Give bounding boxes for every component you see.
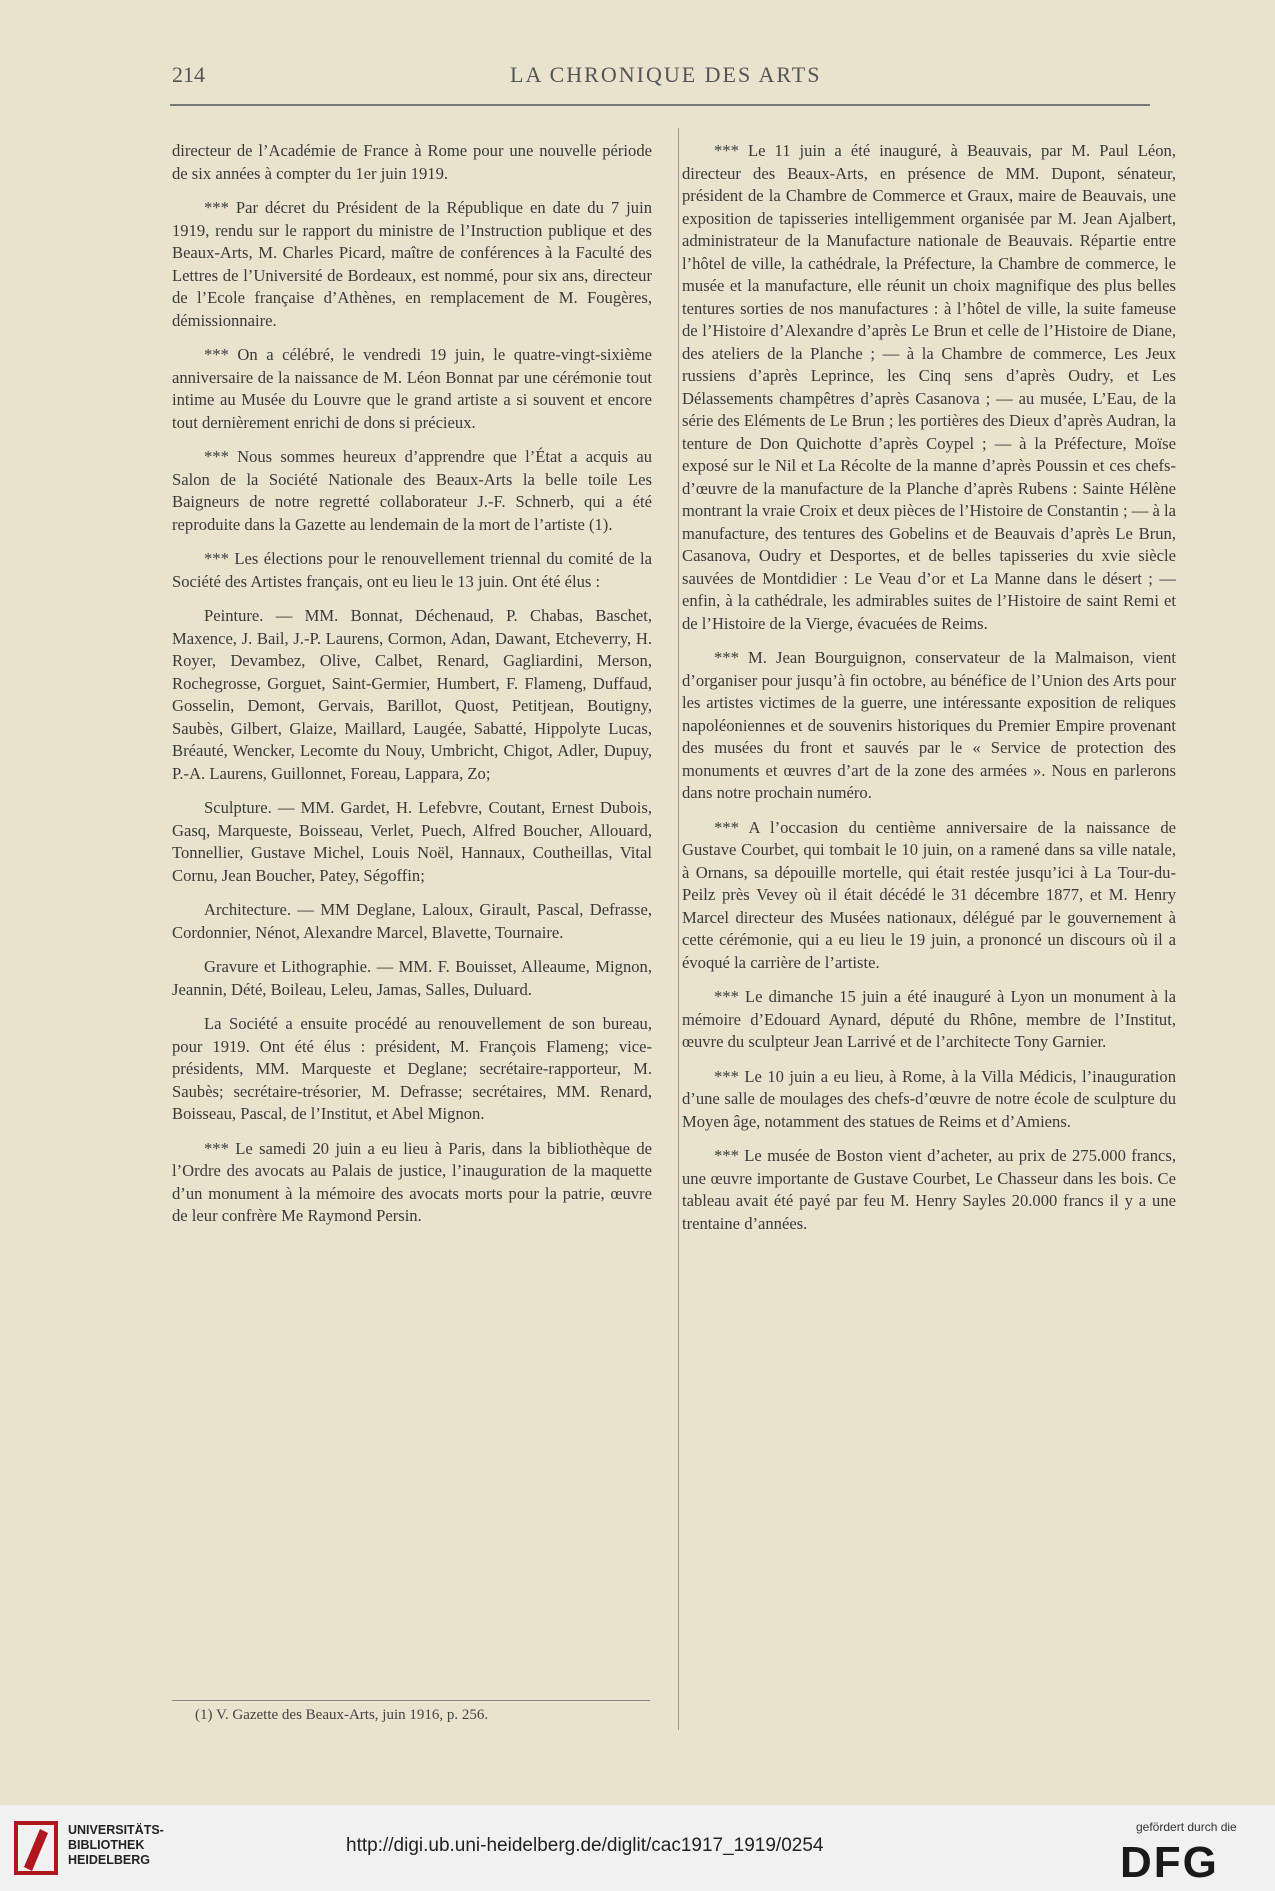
permalink-url[interactable]: http://digi.ub.uni-heidelberg.de/diglit/cac1917_1919/0254 — [346, 1835, 824, 1856]
library-line: UNIVERSITÄTS- — [68, 1823, 164, 1837]
paragraph: *** Le musée de Boston vient d’acheter, au prix de 275.000 francs, une œuvre importante de Gustave Courbet, Le Chasseur dans les bois. Ce tableau avait été payé par feu M. Henry Sayles 20.000 francs il y a une trentaine d’années. — [682, 1146, 1176, 1233]
paragraph: *** Nous sommes heureux d’apprendre que l’État a acquis au Salon de la Société Nationale des Beaux-Arts la belle toile Les Baigneurs de notre regretté collaborateur J.-F. Schnerb, qui a été reproduite dans la Gazette au lendemain de la mort de l’artiste (1). — [172, 447, 652, 534]
footnote: (1) V. Gazette des Beaux-Arts, juin 1916, p. 256. — [195, 1707, 489, 1723]
paragraph: *** Le 11 juin a été inauguré, à Beauvais, par M. Paul Léon, directeur des Beaux-Arts, en présence de MM. Dupont, sénateur, président de la Chambre de Commerce et Graux, maire de Beauvais, une exposition de tapisseries intelligemment organisée par M. Jean Ajalbert, administrateur de la Manufacture nationale de Beauvais. Répartie entre l’hôtel de ville, la cathédrale, la Préfecture, la Chambre de commerce, le musée et la manufacture, elle réunit un choix magnifique des plus belles tentures sorties de nos manufactures : à l’hôtel de ville, la suite fameuse de l’Histoire d’Alexandre d’après Le Brun et celle de l’Histoire de Diane, des ateliers de la Planche ; — à la Chambre de commerce, Les Jeux russiens d’après Leprince, les Cinq sens d’après Oudry, et Les Délassements champêtres d’après Casanova ; — au musée, L’Eau, de la série des Eléments de Le Brun ; les portières des Dieux d’après Audran, la tenture de Don Quichotte d’après Coypel ; — à la Préfecture, Moïse exposé sur le Nil et La Récolte de la manne d’après Poussin et ces chefs-d’œuvre de la manufacture de la Planche d’après Rubens : Sainte Hélène montrant la vraie Croix et deux pièces de l’Histoire de Constantin ; — à la manufacture, des tentures des Gobelins et de Beauvais d’après Le Brun, Casanova, Oudry et Desportes, et de belles tapisseries du xvie siècle sauvées de Montdidier : Le Veau d’or et La Manne dans le désert ; — enfin, à la cathédrale, les admirables suites de l’Histoire de saint Remi et de l’Histoire de la Vierge, évacuées de Reims. — [682, 141, 1176, 633]
university-library-logo-icon — [14, 1819, 58, 1877]
paragraph: *** Le 10 juin a eu lieu, à Rome, à la Villa Médicis, l’inauguration d’une salle de moulages des chefs-d’œuvre de notre école de sculpture du Moyen âge, notamment des statues de Reims et d’Amiens. — [682, 1066, 1176, 1131]
right-column — [682, 140, 1176, 1247]
header-rule — [170, 104, 1150, 106]
paragraph: *** Le dimanche 15 juin a été inauguré à Lyon un monument à la mémoire d’Edouard Aynard, député du Rhône, membre de l’Institut, œuvre du sculpteur Jean Larrivé et de l’architecte Tony Garnier. — [682, 987, 1176, 1051]
library-name — [68, 1823, 164, 1868]
paragraph: *** Par décret du Président de la République en date du 7 juin 1919, rendu sur le rapport du ministre de l’Instruction publique et des Beaux-Arts, M. Charles Picard, maître de conférences à la Faculté des Lettres de l’Université de Bordeaux, est nommé, pour six ans, directeur de l’Ecole française d’Athènes, en remplacement de M. Fougères, démissionnaire. — [172, 198, 652, 330]
viewer-footer — [0, 1805, 1275, 1891]
paragraph: *** Les élections pour le renouvellement triennal du comité de la Société des Artistes français, ont eu lieu le 13 juin. Ont été élus : — [172, 549, 652, 591]
paragraph: Sculpture. — MM. Gardet, H. Lefebvre, Coutant, Ernest Dubois, Gasq, Marqueste, Boisseau, Verlet, Puech, Alfred Boucher, Allouard, Tonnellier, Gustave Michel, Louis Noël, Hannaux, Coutheillas, Vital Cornu, Jean Boucher, Patey, Ségoffin; — [172, 798, 652, 885]
paragraph: Gravure et Lithographie. — MM. F. Bouisset, Alleaume, Mignon, Jeannin, Dété, Boileau, Leleu, Jamas, Salles, Duluard. — [172, 957, 652, 999]
dfg-logo: DFG — [1120, 1838, 1219, 1887]
paragraph: *** On a célébré, le vendredi 19 juin, le quatre-vingt-sixième anniversaire de la naissance de M. Léon Bonnat par une cérémonie tout intime au Musée du Louvre que le grand artiste a si souvent et encore tout dernièrement enrichi de dons si précieux. — [172, 345, 652, 432]
paragraph: La Société a ensuite procédé au renouvellement de son bureau, pour 1919. Ont été élus : président, M. François Flameng; vice-présidents, MM. Marqueste et Deglane; secrétaire-rapporteur, M. Saubès; secrétaire-trésorier, M. Defrasse; secrétaires, MM. Renard, Boisseau, Pascal, de l’Institut, et Abel Mignon. — [172, 1014, 652, 1123]
paragraph: directeur de l’Académie de France à Rome pour une nouvelle période de six années à compter du 1er juin 1919. — [172, 141, 652, 183]
paragraph: *** Le samedi 20 juin a eu lieu à Paris, dans la bibliothèque de l’Ordre des avocats au Palais de justice, l’inauguration de la maquette d’un monument à la mémoire des avocats morts pour la patrie, œuvre de leur confrère Me Raymond Persin. — [172, 1138, 652, 1225]
left-column — [172, 140, 652, 1240]
funded-by-label: gefördert durch die — [1136, 1820, 1237, 1834]
column-divider — [678, 128, 679, 1730]
paragraph: Peinture. — MM. Bonnat, Déchenaud, P. Chabas, Baschet, Maxence, J. Bail, J.-P. Laurens, Cormon, Adan, Dawant, Etcheverry, H. Royer, Devambez, Olive, Calbet, Renard, Gagliardini, Merson, Rochegrosse, Gorguet, Saint-Germier, Humbert, F. Flameng, Duffaud, Gosselin, Demont, Gervais, Barillot, Quost, Petitjean, Boutigny, Saubès, Gilbert, Glaize, Maillard, Laugée, Sabatté, Hippolyte Lucas, Bréauté, Wencker, Lecomte du Nouy, Umbricht, Chigot, Adler, Dupuy, P.-A. Laurens, Guillonnet, Foreau, Lappara, Zo; — [172, 606, 652, 783]
paragraph: Architecture. — MM Deglane, Laloux, Girault, Pascal, Defrasse, Cordonnier, Nénot, Alexandre Marcel, Blavette, Tournaire. — [172, 900, 652, 942]
journal-title: LA CHRONIQUE DES ARTS — [510, 62, 822, 87]
page-number: 214 — [172, 62, 205, 87]
library-line: HEIDELBERG — [68, 1853, 150, 1867]
paragraph: *** M. Jean Bourguignon, conservateur de la Malmaison, vient d’organiser pour jusqu’à fin octobre, au bénéfice de l’Union des Arts pour les artistes victimes de la guerre, une intéressante exposition de reliques napoléoniennes et de souvenirs historiques du Premier Empire provenant des musées du front et sauvés par le « Service de protection des monuments et œuvres d’art de la zone des armées ». Nous en parlerons dans notre prochain numéro. — [682, 648, 1176, 802]
footnote-rule — [172, 1700, 650, 1701]
library-line: BIBLIOTHEK — [68, 1838, 145, 1852]
paragraph: *** A l’occasion du centième anniversaire de la naissance de Gustave Courbet, qui tombait le 10 juin, on a ramené dans sa ville natale, à Ornans, sa dépouille mortelle, qui était restée jusqu’ici à La Tour-du-Peilz près Vevey où il était décédé le 31 décembre 1877, et M. Henry Marcel directeur des Musées nationaux, délégué par le gouvernement à cette cérémonie, qui a eu lieu le 19 juin, a prononcé un discours où il a évoqué la carrière de l’artiste. — [682, 817, 1176, 972]
